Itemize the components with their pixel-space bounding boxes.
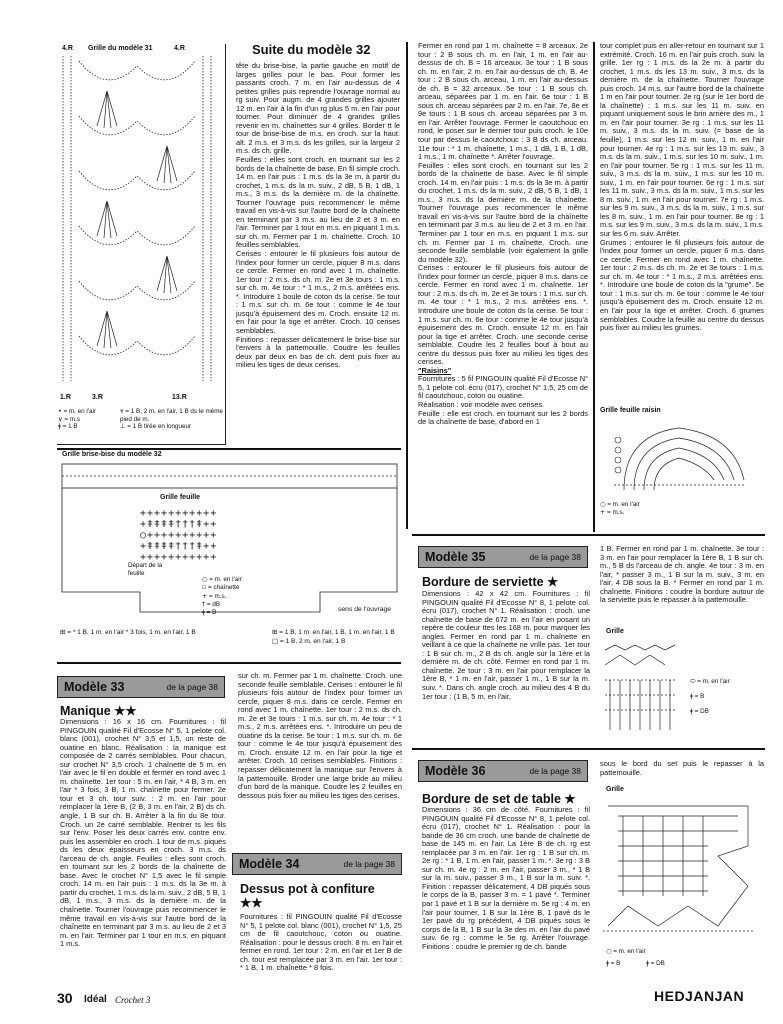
m36-head: Modèle 36 xyxy=(425,764,486,778)
chart-31-diagram xyxy=(57,56,217,386)
chart-32-bottom-rule xyxy=(57,662,401,664)
chart-32-legend-right-1: = 1 B, 1 m. en l'air, 1 B, 1 m. en l'air, 1 B xyxy=(279,629,395,636)
m35-top-rule xyxy=(412,534,765,536)
legend-31-4: = 1 B, 2 m. en l'air, 1 B ds le même pied de m. xyxy=(120,408,223,423)
shell-symbol-icon: ⊞ xyxy=(60,628,66,636)
m33-title: Manique ★★ xyxy=(60,704,137,718)
shell-symbol-icon: ⊞ xyxy=(272,628,278,636)
chain-symbol-icon: ⬭ xyxy=(690,678,696,685)
chart-31-caption: Grille du modèle 31 xyxy=(88,45,153,52)
suite32-feuilles: Feuilles : elles sont croch. en tournant sur les 2 bords de la chaînette de base. En fil simple croch. 14 m. en l'air puis : 1 m.s. ds la 3e m. à partir du crochet, 1 m.s. ds la m. suiv., 2 dB, 5 B, 1 dB, 1 m.s., 3 m.s. ds la dernière m. de la chaînette. Tourner l'ouvrage puis recommencer le même travail en vis-à-vis sur l'autre bord de la chaînette en terminant par 3 m.s. au lieu de 2 et 3 m. en l'air. Terminer par 1 tour en m.s. en piquant 1 m.s. sur ch. m. Fermer par 1 m. chaînette. Croch. 10 feuilles semblables. xyxy=(236,155,400,250)
m36-grille-label: Grille xyxy=(606,786,624,793)
chart-32-sens-label: sens de l'ouvrage xyxy=(338,606,392,613)
m35-text: Dimensions : 42 x 42 cm. Fournitures : fil PINGOUIN qualité Fil d'Ecosse N° 8, 1 pelote col. écru (017), crochet N° 1. Réalisation : croch. une chaînette de base de 672 m. en l'air en posant un repère de couleur ttes les 168 m. pour marquer les angles. Fermer en rond par 1 m. chaînette en veillant à ce que la chaînette ne vrille pas. 1er tour : 1 B sur ch. m., 2 B ds ch. angle sur la 1ère et la dernière m. de ch. côté. Fermer en rond par 1 m. chaînette. 2e tour : 3 m. en l'air pour remplacer la 1ère B, * 1 m. en l'air, passer 1 m., 1 B sur la m. suiv. *. Dans ch. angle croch. au milieu des 4 B du 1er tour : (1 B, 5 m. en l'air, xyxy=(422,590,590,701)
suite32-title: Suite du modèle 32 xyxy=(252,42,371,57)
col3-realisation: Réalisation : voir modèle avec cerises. xyxy=(418,399,545,409)
raisin-chart-title: Grille feuille raisin xyxy=(600,407,661,414)
long-dc-symbol-icon: ⊥ xyxy=(120,423,126,431)
page-number: 30 xyxy=(57,990,73,1006)
legend-31-2: = m.s xyxy=(64,415,80,423)
col3-raisins: "Raisins" xyxy=(418,365,452,375)
chart-31-marker-right: 4.R xyxy=(174,45,185,52)
chart-32-top-rule xyxy=(57,448,401,450)
col3-intro: Fermer en rond par 1 m. chaînette = 8 arceaux. 2e tour : 2 B sous ch. m. en l'air, 1 m. en l'air au-dessus de ch. B = 16 arceaux. 3e tour : 1 B sous ch. m. en l'air, 2 m. en l'air au-dessus de ch. B. 4e tour : 2 B sous ch. arceau, 1 m. en l'air au-dessus de ch. B = 32 arceaux. 5e tour : 1 B sous ch. arceau, séparées par 1 m. en l'air. 6e tour : 1 B sous ch. arceau séparées par 2 m. en l'air. 7e, 8e et 9e tours : 1 B sous ch. arceau séparées par 3 m. en l'air. Arrêter l'ouvrage. Fermer le caoutchouc en rond, le poser sur le dernier tour puis croch. le 10e tour par dessus le caoutchouc : 3 B ds ch. arceau. 11e tour : * 1 m. chaînette, 1 m.s., 1 dB, 1 B, 1 dB, 1 m.s., 1 m. chaînette *. Arrêter l'ouvrage. xyxy=(418,42,588,162)
raisin-chart-diagram xyxy=(604,420,754,500)
tr-symbol-icon: ǂ xyxy=(646,960,649,967)
m36-cont: sous le bord du set puis le repasser à la pattemouille. xyxy=(600,760,764,777)
m36-page-ref: de la page 38 xyxy=(529,766,581,776)
m35-legend-2: = B xyxy=(694,693,705,700)
sc-symbol-icon: + xyxy=(202,592,208,600)
m36-grille-diagram xyxy=(598,796,758,936)
raisin-legend xyxy=(600,501,640,517)
feuille-depart-label: Départ de la feuille xyxy=(128,562,163,577)
dc-symbol-icon: ǂ xyxy=(202,609,205,617)
m34-page-ref: de la page 38 xyxy=(343,859,395,869)
v-stitch-symbol-icon: □ xyxy=(272,637,279,645)
col4-grumes: Grumes : entourer le fil plusieurs fois autour de l'index pour former un cercle, piquer 6 m.s. dans ce cercle. Fermer en rond avec 1 m. chaînette. 1er tour : 2 m.s. ds ch. m. 2e et 3e tours : 1 m.s. sur ch. m. 4e tour : * 1 m.s., 2 m.s. arrêtées ens. *. Introduire une boule de coton ds la "grume". 5e tour : 1 m.s. sur ch. m. 6e tour : comme le 4e tour jusqu'à épuisement des m. Croch. ensuite 12 m. en l'air pour la tige et arrêter. Croch. 6 grumes semblables. Coudre la feuille au centre du dessus puis fixer au milieu les grumes. xyxy=(600,237,764,333)
m35-cont: 1 B. Fermer en rond par 1 m. chaînette. 3e tour : 3 m. en l'air pour remplacer la 1ère B, 1 B sur ch. m., 5 B ds l'arceau de ch. angle. 4e tour : 3 m. en l'air, * passer 3 m., 1 B sur la m. suiv., 3 m. en l'air, 4 DB sous la B. * Fermer en rond par 1 m. chaînette. Finitions : coudre la bordure autour de la serviette puis le repasser à la pattemouille. xyxy=(600,545,764,605)
raisin-legend-1: = m. en l'air xyxy=(607,501,640,508)
raisin-legend-2: = m.s. xyxy=(607,509,625,516)
feuille-legend-4: = dB xyxy=(206,600,221,608)
chart-31-label-3r: 3.R xyxy=(92,394,103,401)
m33-head: Modèle 33 xyxy=(64,680,125,694)
feuille-grid: +++++++++++ +ǂǂǂǂ†††ǂ++ ○++++++++++ +ǂǂǂǂ†††ǂ++ +++++++++++ xyxy=(140,508,218,563)
m36-header xyxy=(418,760,588,782)
feuille-grid-caption: Grille feuille xyxy=(160,494,201,501)
feuille-legend-5: = B xyxy=(206,609,217,617)
col4-intro: tour complet puis en aller-retour en tournant sur 1 extrémité. Croch. 16 m. en l'air puis croch. suiv. la grille. 1er rg : 1 m.s. ds la 2e m. à partir du crochet, 1 m.s. ds les 13 m. suiv., 3 m.s. ds la dernière m. de la chaînette. Tourner l'ouvrage puis croch. 14 m.s. sur l'autre bord de la chaînette 1 m en l'air pour tourner. 2e rg (sur le 1er bord de la chaînette) : 1 m.s. sur les 11 m. suiv. en piquant uniquement sous le brin arrière des m., 1 m. en l'air pour tourner. 3e rg : 1 m.s. sur les 11 m. suiv., 3 m.s. ds la m. suiv. (= base de la feuille), 1 m.s. sur les 12 m. suiv., 1 m. en l'air pour tourner. 4e rg : 1 m.s. sur les 13 m. suiv., 3 m.s. ds la m. suiv., 1 m.s. sur les 10 m. suiv., 1 m. en l'air pour tourner. 5e rg : 1 m.s. sur les 11 m. suiv., 3 m.s. ds la m. suiv., 1 m.s. sur les 10 m. suiv., 1 m. en l'air pour tourner. 6e rg : 1 m.s. sur les 11 m. suiv., 3 m.s. ds la m. suiv., 1 m.s. sur les 8 m. suiv., 1 m. en l'air pour tourner. 7e rg : 1 m.s. sur les 9 m. suiv., 3 m.s. ds la m. suiv., 1 m.s. sur les 8 m. suiv., 1 m. en l'air pour tourner. 8e rg : 1 m.s. sur les 9 m. suiv., 3 m.s. ds la m. suiv., 1 m.s. sur les 6 m. suiv. Arrêter. xyxy=(600,42,764,239)
suite32-finitions: Finitions : repasser délicatement le brise-bise sur l'envers à la pattemouille. Coudre les feuilles deux par deux en bas de ch. dent puis fixer au milieu les tiges de deux cerises. xyxy=(236,334,400,370)
chart-32-legend-left-text: = * 1 B, 1 m. en l'air * 3 fois, 1 m. en l'air, 1 B xyxy=(67,629,196,636)
m35-legend-1: = m. en l'air xyxy=(697,678,730,685)
m34-head: Modèle 34 xyxy=(239,857,300,871)
col3-feuilles: Feuilles : elles sont croch. en tournant sur les 2 bords de la chaînette de base. Avec le fil simple croch. 14 m. en l'air puis : 1 m.s. ds la 3e m. à partir du crochet, 1 m.s. ds la m. suiv., 2 dB, 5 B, 1 dB, 1 m.s., 3 m.s. ds la dernière m. de la chaînette. Tourner l'ouvrage puis recommencer le même travail en vis-à-vis sur l'autre bord de la chaînette en terminant par 3 m.s. au lieu de 2 et 3 m. en l'air. Terminer par 1 tour en m.s. en piquant 1 m.s. sur ch. m. Fermer par 1 m. chaînette. Croch. une seconde feuille semblable (voir également la grille du modèle 32). xyxy=(418,160,588,264)
sc-symbol-icon: ∨ xyxy=(58,415,63,423)
m36-text: Dimensions : 36 cm de côté. Fournitures : fil PINGOUIN qualité Fil d'Ecosse N° 8, 1 pelote col. écru (017), crochet N° 1. Réalisation : pour la bande de 36 cm croch. une bande de chaînette de base de 145 m. en l'air. La 1ère B de ch. rg est remplacée par 3 m. en l'air. 1er rg : 1 B sur ch. m. 2e rg : * 1 B, 1 m. en l'air, passer 1 m. *. 3e rg : 3 B sur ch. m. 4e rg : 2 m. en l'air, passer 3 m., * 1 B sur la m. suiv., passer 3 m., 1 B sur la m. suiv. *. Finition : repasser délicatement, 4 DB piqués sous le corps de la B, passer 3 m. = 1 pavé *. Terminer par 1 pavé et 1 B sur la dernière m. 5e rg : 4 m. en l'air pour tourner, 1 B sur la 1ère B, 1 pavé ds le 1er pavé du rg précédent, 4 DB piqués sous le corps de la B, 1 B sur la 3e des m. en l'air du pavé suiv. 6e rg : comme le 5e rg. Arrêter l'ouvrage. Finitions : coudre le premier rg de ch. bande xyxy=(422,806,590,951)
legend-31-5: = 1 B tirée en longueur xyxy=(127,423,192,431)
col3-feuille: Feuille : elle est croch. en tournant sur les 2 bords de la chaînette de base, d'abord en 1 xyxy=(418,408,588,427)
m36-legend-2: = B xyxy=(610,960,621,967)
m33-page-ref: de la page 38 xyxy=(166,682,218,692)
feuille-legend-1: = m. en l'air xyxy=(209,576,242,583)
m35-page-ref: de la page 38 xyxy=(529,552,581,562)
m34-text: Fournitures : fil PINGOUIN qualité Fil d'Ecosse N° 5, 1 pelote col. blanc (001), crochet N° 1,5, 25 cm de fil caoutchouc, coton ou ouatine. Réalisation : pour le dessus croch. 8 m. en l'air et fermer en rond. 1er tour : 2 m. en l'air et 1er B de ch. tour est remplacée par 3 m. en l'air. 1er tour : * 1 B, 1 m. chaînette * 8 fois. xyxy=(240,913,402,973)
col3-text xyxy=(418,42,588,527)
chart-32-legend-right-2: = 1 B, 2 m. en l'air, 1 B xyxy=(279,638,346,645)
m36-top-rule xyxy=(412,748,765,750)
v-stitch-symbol-icon: ⩔ xyxy=(120,408,124,415)
watermark: HEDJANJAN xyxy=(654,988,745,1004)
chart-32-caption: Grille brise-bise du modèle 32 xyxy=(62,451,162,458)
m35-header xyxy=(418,546,588,568)
feuille-legend-2: = chaînette xyxy=(208,584,240,592)
chart-32-legend-left xyxy=(60,628,210,637)
chain-symbol-icon: ○ xyxy=(600,501,606,508)
tr-symbol-icon: ǂ xyxy=(690,708,693,715)
m36-legend-3: = DB xyxy=(650,960,665,967)
col-divider-3 xyxy=(593,42,595,532)
m35-legend-3: = DB xyxy=(694,708,709,715)
sc-symbol-icon: + xyxy=(600,509,606,516)
chart-31-label-13r: 13.R xyxy=(172,394,187,401)
magazine-issue: Crochet 3 xyxy=(115,995,151,1005)
m36-legend-1: = m. en l'air xyxy=(613,948,646,955)
m35-grille-label: Grille xyxy=(606,628,624,635)
col-divider-2 xyxy=(406,42,408,529)
m35-legend xyxy=(690,674,730,719)
chart-32-legend-right xyxy=(272,628,400,646)
chart-31-label-1r: 1.R xyxy=(60,394,71,401)
m34-header xyxy=(232,853,402,875)
m36-legend xyxy=(606,946,766,970)
m33-cont: sur ch. m. Fermer par 1 m. chaînette. Croch. une seconde feuille semblable. Cerises : entourer le fil plusieurs fois autour de l'index pour former un cercle, piquer 8 m.s. dans ce cercle. Fermer en rond avec 1 m. chaînette. 1er tour : 2 m.s. ds ch. m. 2e et 3e tours : 1 m.s. sur ch. m. 4e tour : * 1 m.s., 2 m.s. arrêtées ens. *. Introduire un peu de ouatine ds la cerise. 5e tour : 1 m.s. sur ch. m. 6e tour : comme le 4e tour jusqu'à épuisement des m. Croch. ensuite 12 m. en l'air pour la tige et arrêter. Croch. 10 cerises semblables. Finitions : repasser délicatement la manique sur l'envers à la pattemouille. Broder une large bride au milieu d'un bord de la manique. Coudre les 2 feuilles en dessous puis fixer au milieu les tiges des cerises. xyxy=(238,672,402,800)
m35-title: Bordure de serviette ★ xyxy=(422,575,559,589)
legend-31-3: = 1 B xyxy=(62,423,78,431)
m33-header xyxy=(57,676,225,698)
legend-31-1: = m. en l'air xyxy=(63,408,96,415)
m35-head: Modèle 35 xyxy=(425,550,486,564)
col3-fournitures: Fournitures : 5 fil PINGOUIN qualité Fil d'Ecosse N° 5, 1 pelote col. écru (017), crochet N° 1,5, 25 cm de fil caoutchouc, coton ou ouatine. xyxy=(418,374,588,401)
magazine-name: Idéal xyxy=(84,994,107,1005)
hdc-symbol-icon: † xyxy=(202,600,206,608)
feuille-legend-3: = m.s. xyxy=(209,592,227,600)
col4-text xyxy=(600,42,764,404)
suite32-text xyxy=(236,62,400,447)
dc-symbol-icon: ǂ xyxy=(690,693,693,700)
chart-31-marker-left: 4.R xyxy=(62,45,73,52)
slip-stitch-symbol-icon: ▫ xyxy=(202,584,207,592)
m34-title: Dessus pot à confiture ★★ xyxy=(240,882,375,910)
m36-title: Bordure de set de table ★ xyxy=(422,792,576,806)
dc-symbol-icon: ǂ xyxy=(606,960,609,967)
feuille-legend xyxy=(202,576,242,617)
suite32-intro: tête du brise-bise, la partie gauche en motif de larges grilles pour le bas. Pour former les passants croch. 7 m. en l'air au-dessus de 4 petites grilles puis reprendre l'ouvrage normal au rg suiv. Pour augm. de 4 grandes grilles ajouter 12 m. en l'air à la fin d'un rg plus 5 m. en l'air pour tourner. Pour diminuer de 4 grandes grilles revenir en m. chaînettes sur 4 grilles. Border tt le tour de brise-bise de m.s. en croch. sur la haut. alt. 2 m.s. et 3 m.s. ds les grilles, sur la largeur 2 m.s. ds ch. grille. xyxy=(236,62,400,156)
m33-text: Dimensions : 16 x 16 cm. Fournitures : fil PINGOUIN qualité Fil d'Ecosse N° 5, 1 pelote col. blanc (001), crochet N° 3,5 et 1,5, un reste de ouatine en blanc. Réalisation : la manique est composée de 2 carrés semblables. Pour chacun, sur crochet N° 3,5 croch. 1 chaînette de 5 m. en l'air avec le fil en double et fermer en rond avec 1 m. chaînette. 1er tour : 5 m. en l'air, * 4 B, 3 m. en l'air * 3 fois, 3 B, 1 m. chaînette pour fermer. 2e tour et 3 ch. tour suiv. : 2 m. en l'air pour remplacer la 1ère B, (2 B, 3 m. en l'air, 2 B) ds ch. angle, 1 B sur ch. B. Arrêter à la fin du 8e tour. Croch. un 2e carré semblable. Rentrer ts les fils sur l'env. Poser les deux carrés env. contre env. puis les assembler en croch. 1 tour de m.s. piqués ds les deux épaisseurs en croch. 3 m.s. ds l'arceau de ch. angle. Feuilles : elles sont croch. en tournant sur les 2 bords de la chaînette de base. Avec le crochet N° 1,5 avec le fil simple croch. 14 m. en l'air puis : 1 m.s. ds la 3e m. à partir du crochet, 1 m.s. ds la m. suiv., 2 dB, 5 B, 1 dB, 1 m.s., 3 m.s. ds la dernière m. de la chaînette. Tourner l'ouvrage puis recommencer le même travail en vis-à-vis sur l'autre bord de la chaînette en terminant par 3 m.s. au lieu de 2 et 3 m. en l'air. Terminer par 1 tour en m.s. en piquant 1 m.s. xyxy=(60,718,226,949)
dc-symbol-icon: ǂ xyxy=(58,423,61,431)
chain-symbol-icon: ○ xyxy=(606,948,612,955)
col3-cerises: Cerises : entourer le fil plusieurs fois autour de l'index pour former un cercle, piquer 8 m.s. dans ce cercle. Fermer en rond avec 1 m. chaînette. 1er tour : 2 m.s. ds ch. m. 2e et 3e tours : 1 m.s. sur ch. m. 4e tour : * 1 m.s., 2 m.s. arrêtées ens. *. Introduire une boule de coton ds la cerise. 5e tour : 1 m.s. sur ch. m. 6e tour : comme le 4e tour jusqu'à épuisement des m. Croch. ensuite 12 m. en l'air pour la tige et arrêter. Croch. une seconde cerise semblable. Coudre les 2 feuilles bout à bout au centre du dessus puis fixer au milieu les tiges des cerises. xyxy=(418,263,588,367)
m35-grille-diagram xyxy=(600,640,680,735)
suite32-cerises: Cerises : entourer le fil plusieurs fois autour de l'index pour former un cercle, piquer 8 m.s. dans ce cercle. Fermer en rond avec 1 m. chaînette. 1er tour : 2 m.s. ds ch. m. 2e et 3e tours : 1 m.s. sur ch. m. 4e tour : * 1 m.s., 2 m.s. arrêtées ens. *. Introduire 1 boule de coton ds la cerise. 5e tour : 1 m.s. sur ch. m. 6e tour : comme le 4e tour jusqu'à épuisement des m. Croch. ensuite 12 m. en l'air pour la tige et arrêter. Croch. 10 cerises semblables. xyxy=(236,249,400,335)
chain-symbol-icon: ○ xyxy=(202,576,208,583)
chain-symbol-icon: • xyxy=(58,408,62,415)
